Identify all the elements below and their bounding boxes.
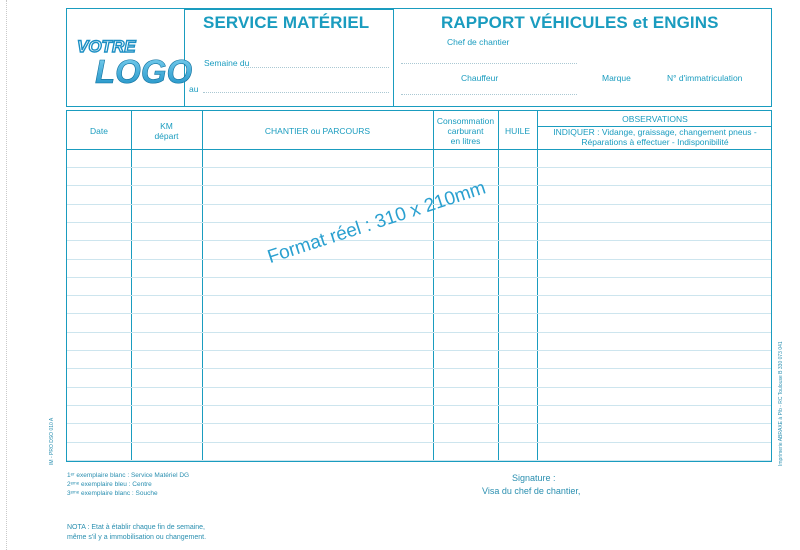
au-label: au [189,84,199,94]
header-conso-line2: carburant [447,126,484,136]
header-date: Date [90,126,108,136]
header-km-line2: départ [154,131,179,141]
header-observations: OBSERVATIONS [622,114,688,124]
nota-line1: NOTA : Etat à établir chaque fin de semaine, [67,524,206,531]
copy-3: 3ᵉᵐᵉ exemplaire blanc : Souche [67,490,158,497]
semaine-du-label: Semaine du [204,58,250,68]
table-row-line [67,423,771,424]
table-row-line [67,240,771,241]
chef-chantier-label: Chef de chantier [447,37,510,47]
table-row-line [67,313,771,314]
copies-legend [67,471,189,498]
header-indiquer-line2: Réparations à effectuer - Indisponibilité [581,137,729,147]
format-watermark: Format réel : 310 x 210mm [265,177,489,268]
table-row-line [67,387,771,388]
table-row-line [67,167,771,168]
header-huile: HUILE [504,126,531,136]
service-title: SERVICE MATÉRIEL [203,13,370,32]
header-km [131,121,202,141]
logo-line1: VOTRE [77,37,136,56]
table-row-line [67,332,771,333]
header-km-line1: KM [160,121,173,131]
nota [67,523,206,543]
logo-line2: LOGO [95,53,193,90]
table-row-line [67,405,771,406]
table-row-line [67,442,771,443]
log-table [66,110,772,462]
table-row-line [67,185,771,186]
chef-chantier-line [401,63,577,64]
printer-credit: Imprimerie ABRAXE à Pib - RC Toulouse B 330 073 041 [778,341,784,466]
chauffeur-label: Chauffeur [461,73,499,83]
immatriculation-label: N° d'immatriculation [667,73,743,83]
header-indiquer [537,127,773,147]
header-conso-line3: en litres [450,136,481,146]
table-row-line [67,460,771,461]
copy-2: 2ᵉᵐᵉ exemplaire bleu : Centre [67,481,152,488]
table-row-line [67,259,771,260]
nota-line2: même s'il y a immobilisation ou changement. [67,534,207,541]
table-row-line [67,368,771,369]
table-row-line [67,350,771,351]
visa-label: Visa du chef de chantier, [482,486,581,496]
table-row-line [67,222,771,223]
header-chantier: CHANTIER ou PARCOURS [264,126,371,136]
header-consommation [433,116,498,146]
header-indiquer-line1: INDIQUER : Vidange, graissage, changement pneus - [553,127,757,137]
perforation-line [6,0,7,550]
copy-1: 1ᵉʳ exemplaire blanc : Service Matériel DG [67,472,190,479]
logo [75,33,193,93]
au-line [203,92,389,93]
header-conso-line1: Consommation [436,116,495,126]
form-header [66,8,772,107]
signature-label: Signature : [512,473,556,483]
form-code: IM - PRO DSO 010 A [49,417,55,465]
table-row-line [67,277,771,278]
marque-label: Marque [602,73,631,83]
table-row-line [67,295,771,296]
report-title: RAPPORT VÉHICULES et ENGINS [441,13,719,32]
chauffeur-line [401,94,577,95]
semaine-du-line [244,67,389,68]
